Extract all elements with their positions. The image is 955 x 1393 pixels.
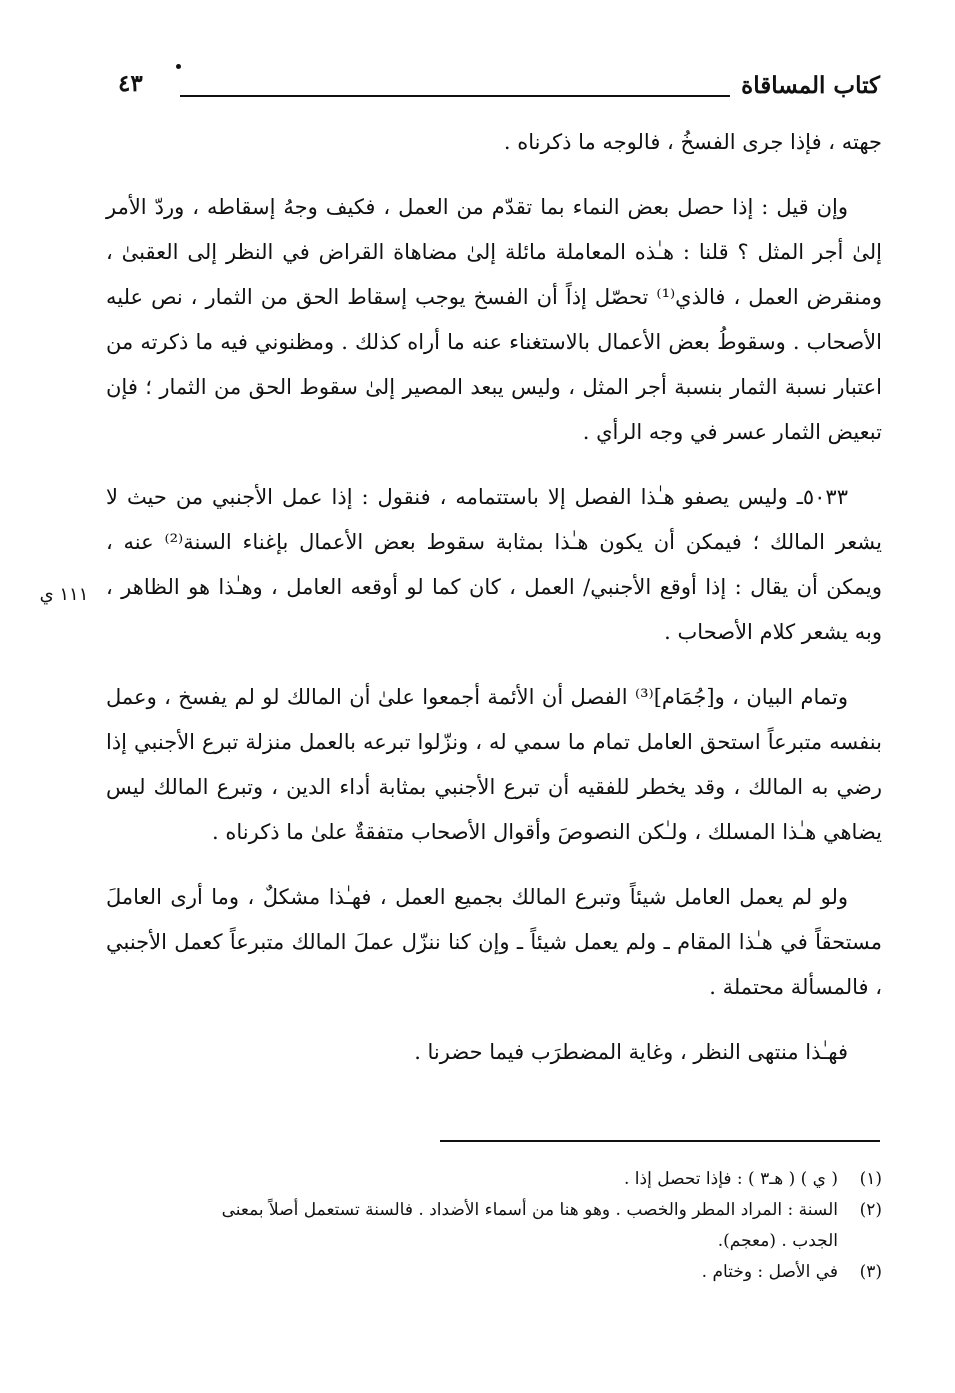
footnote-text-continued: الجدب . (معجم). [717,1231,838,1251]
paragraph-4: وتمام البيان ، و[جُمَام]⁽³⁾ الفصل أن الأئمة أجمعوا علىٰ أن المالك لو لم يفسخ ، وعمل بنفسه متبرعاً استحق العامل تمام ما سمي له ، ونزّلوا تبرعه بالعمل منزلة تبرع الأجنبي إذا رضي به المالك ، وقد يخطر للفقيه أن تبرع الأجنبي بمثابة أداء الدين ، وتبرع المالك ليس يضاهي هـٰذا المسلك ، ولـٰكن النصوصَ وأقوال الأصحاب متفقةٌ علىٰ ما ذكرناه . [106,685,882,844]
footnotes [106,1164,882,1288]
chapter-title: كتاب المساقاة [741,72,880,99]
paragraph-1: جهته ، فإذا جرى الفسخُ ، فالوجه ما ذكرناه . [503,130,882,154]
footnote-number: (٣) [859,1262,882,1282]
paragraph-6: فهـٰذا منتهى النظر ، وغاية المضطرَب فيما حضرنا . [414,1040,848,1064]
footnote-text-block [106,1195,838,1257]
footnote-number: (١) [859,1169,882,1189]
header-dot [176,64,181,69]
footnote-text: السنة : المراد المطر والخصب . وهو هنا من أسماء الأضداد . فالسنة تستعمل أصلاً بمعنى [221,1200,838,1220]
margin-manuscript-ref: ١١١ ي [39,584,89,605]
footnote-3 [106,1257,882,1288]
running-header [118,62,880,106]
page-number: ٤٣ [118,70,143,97]
footnote-1 [106,1164,882,1195]
paragraph-2: وإن قيل : إذا حصل بعض النماء بما تقدّم من العمل ، فكيف وجهُ إسقاطه ، وردّ الأمر إلىٰ أجر المثل ؟ قلنا : هـٰذه المعاملة مائلة إلىٰ مضاهاة القراض في النظر إلى العقبىٰ ، ومنقرض العمل ، فالذي⁽¹⁾ تحصّل إذاً أن الفسخ يوجب إسقاط الحق من الثمار ، نص عليه الأصحاب . وسقوطُ بعض الأعمال بالاستغناء عنه ما أراه كذلك . ومظنوني فيه ما ذكرته من اعتبار نسبة الثمار بنسبة أجر المثل ، وليس يبعد المصير إلىٰ سقوط الحق من الثمار ؛ فإن تبعيض الثمار عسر في وجه الرأي . [106,195,882,444]
paragraph-3: ٥٠٣٣ـ وليس يصفو هـٰذا الفصل إلا باستتمامه ، فنقول : إذا عمل الأجنبي من حيث لا يشعر المالك ؛ فيمكن أن يكون هـٰذا بمثابة سقوط بعض الأعمال بإغناء السنة⁽²⁾ عنه ، ويمكن أن يقال : إذا أوقع الأجنبي/ العمل ، كان كما لو أوقعه العامل ، وهـٰذا هو الظاهر ، وبه يشعر كلام الأصحاب . [106,485,882,644]
main-text [106,120,882,1075]
footnote-text: ( ي ) ( هـ٣ ) : فإذا تحصل إذا . [623,1169,838,1189]
footnote-number: (٢) [859,1200,882,1220]
header-rule [180,95,730,97]
paragraph-5: ولو لم يعمل العامل شيئاً وتبرع المالك بجميع العمل ، فهـٰذا مشكلٌ ، وما أرى العاملَ مستحقاً في هـٰذا المقام ـ ولم يعمل شيئاً ـ وإن كنا ننزّل عملَ المالك متبرعاً كعمل الأجنبي ، فالمسألة محتملة . [106,885,882,999]
footnote-2 [106,1195,882,1257]
footnote-text: في الأصل : وختام . [701,1262,838,1282]
footnote-rule [440,1140,880,1142]
